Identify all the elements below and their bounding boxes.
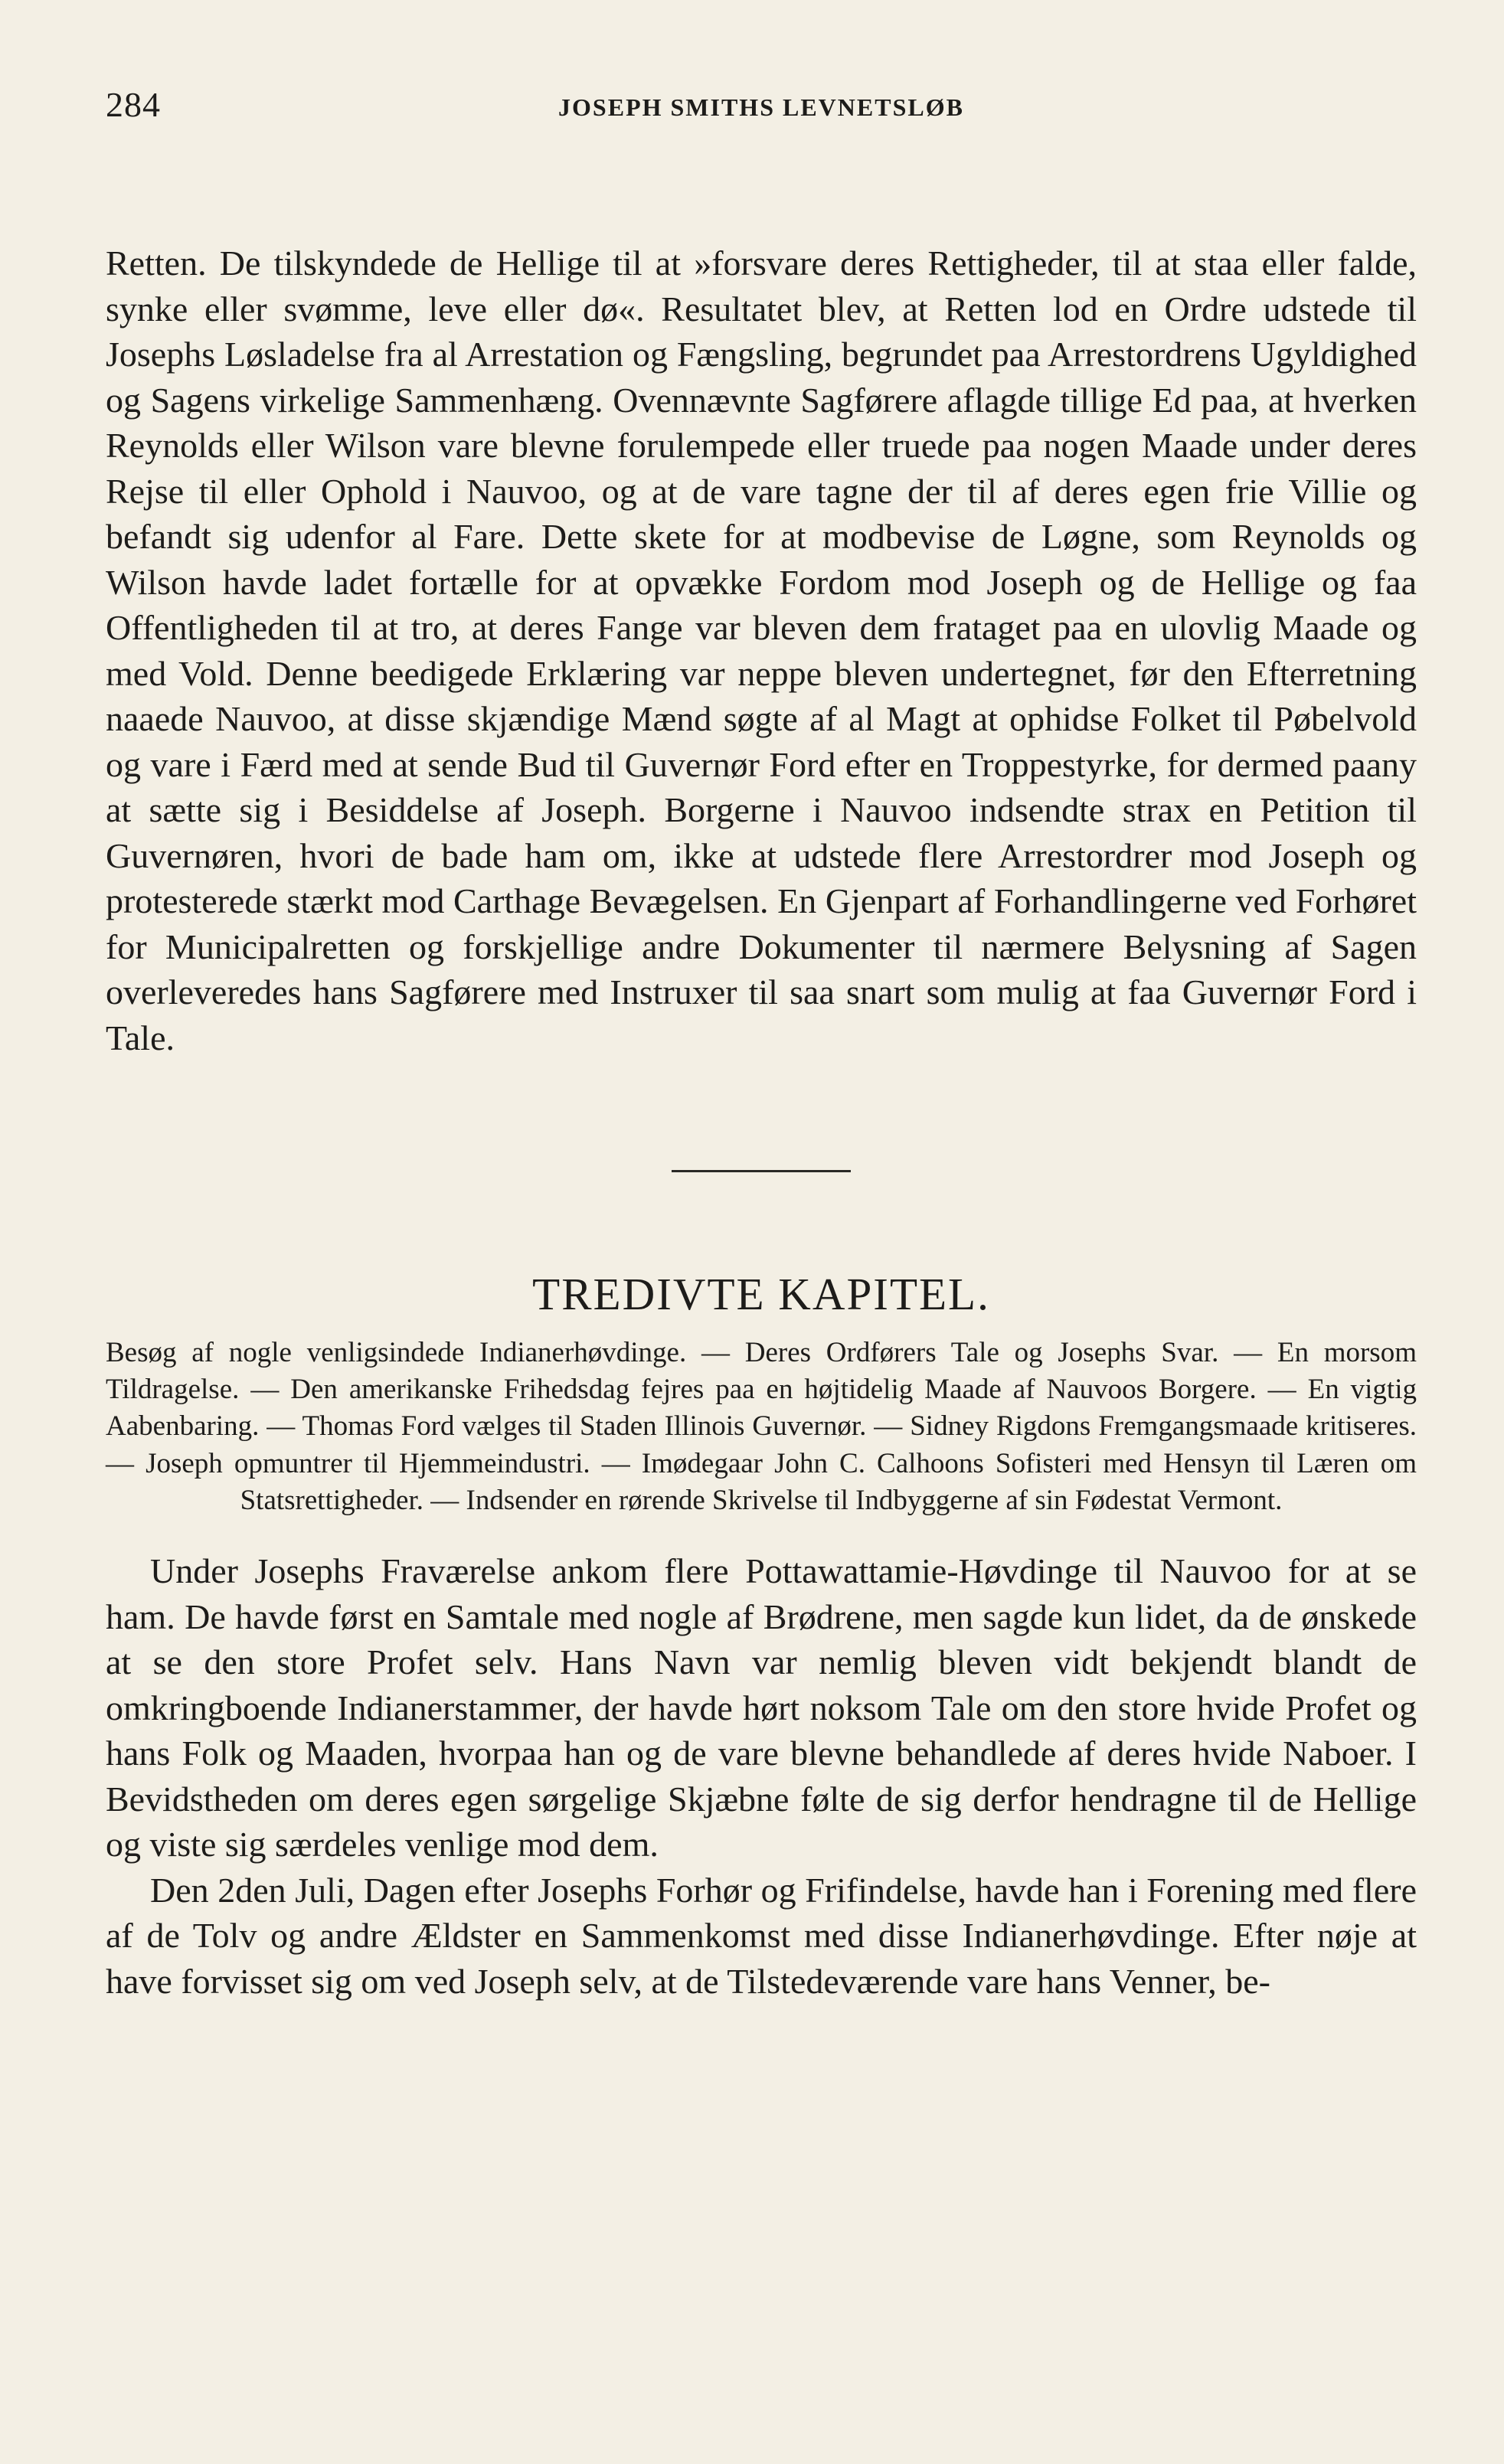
paragraph-continued: Retten. De tilskyndede de Hellige til at »forsvare deres Rettigheder, til at staa eller falde, synke eller svømme, leve eller dø«. Resultatet blev, at Retten lod en Ordre udstede til Josephs Løsladelse fra al Arrestation og Fængsling, begrundet paa Arrestordrens Ugyldighed og Sagens virkelige Sammenhæng. Ovennævnte Sagførere aflagde tillige Ed paa, at hverken Reynolds eller Wilson vare blevne forulempede eller truede paa nogen Maade under deres Rejse til eller Ophold i Nauvoo, og at de vare tagne der til af deres egen frie Villie og befandt sig udenfor al Fare. Dette skete for at modbevise de Løgne, som Reynolds og Wilson havde ladet fortælle for at opvække Fordom mod Joseph og de Hellige og faa Offentligheden til at tro, at deres Fange var bleven dem frataget paa en ulovlig Maade og med Vold. Denne beedigede Erklæring var neppe bleven undertegnet, før den Efterretning naaede Nauvoo, at disse skjændige Mænd søgte af al Magt at ophidse Folket til Pøbelvold og vare i Færd med at sende Bud til Guvernør Ford efter en Troppestyrke, for dermed paany at sætte sig i Besiddelse af Joseph. Borgerne i Nauvoo indsendte strax en Petition til Guvernøren, hvori de bade ham om, ikke at udstede flere Arrestordrer mod Joseph og protesterede stærkt mod Carthage Bevægelsen. En Gjenpart af Forhandlingerne ved Forhøret for Municipalretten og forskjellige andre Dokumenter til nærmere Belysning af Sagen overleveredes hans Sagførere med Instruxer til saa snart som mulig at faa Guvernør Ford i Tale. <box>106 243 1417 1057</box>
section-divider <box>106 1170 1417 1175</box>
running-head: JOSEPH SMITHS LEVNETSLØB <box>558 93 964 121</box>
chapter-title: TREDIVTE KAPITEL. <box>532 1269 990 1319</box>
body-paragraph: Den 2den Juli, Dagen efter Josephs Forhør og Frifindelse, havde han i Forening med flere af de Tolv og andre Ældster en Sammenkomst med disse Indianerhøvdinge. Efter nøje at have forvisset sig om ved Joseph selv, at de Tilstedeværende vare hans Venner, be- <box>106 1870 1417 2001</box>
divider-rule <box>672 1170 851 1172</box>
chapter-body <box>106 1548 1417 2004</box>
body-paragraph: Under Josephs Fraværelse ankom flere Pottawattamie-Høvdinge til Nauvoo for at se ham. De havde først en Samtale med nogle af Brødrene, men sagde kun lidet, da de ønskede at se den store Profet selv. Hans Navn var nemlig bleven vidt bekjendt blandt de omkringboende Indianerstammer, der havde hørt noksom Tale om den store hvide Profet og hans Folk og Maaden, hvorpaa han og de vare blevne behandlede af deres hvide Naboer. I Bevidstheden om deres egen sørgelige Skjæbne følte de sig derfor hendragne til de Hellige og viste sig særdeles venlige mod dem. <box>106 1551 1417 1864</box>
page-header <box>106 77 1417 145</box>
book-page <box>106 77 1417 2004</box>
chapter-summary: Besøg af nogle venligsindede Indianerhøvdinge. — Deres Ordførers Tale og Josephs Svar. — En morsom Tildragelse. — Den amerikanske Frihedsdag fejres paa en højtidelig Maade af Nauvoos Borgere. — En vigtig Aabenbaring. — Thomas Ford vælges til Staden Illinois Guvernør. — Sidney Rigdons Fremgangsmaade kritiseres. — Joseph opmuntrer til Hjemmeindustri. — Imødegaar John C. Calhoons Sofisteri med Hensyn til Læren om Statsrettigheder. — Indsender en rørende Skrivelse til Indbyggerne af sin Fødestat Vermont. <box>106 1337 1417 1516</box>
page-number: 284 <box>106 85 161 124</box>
